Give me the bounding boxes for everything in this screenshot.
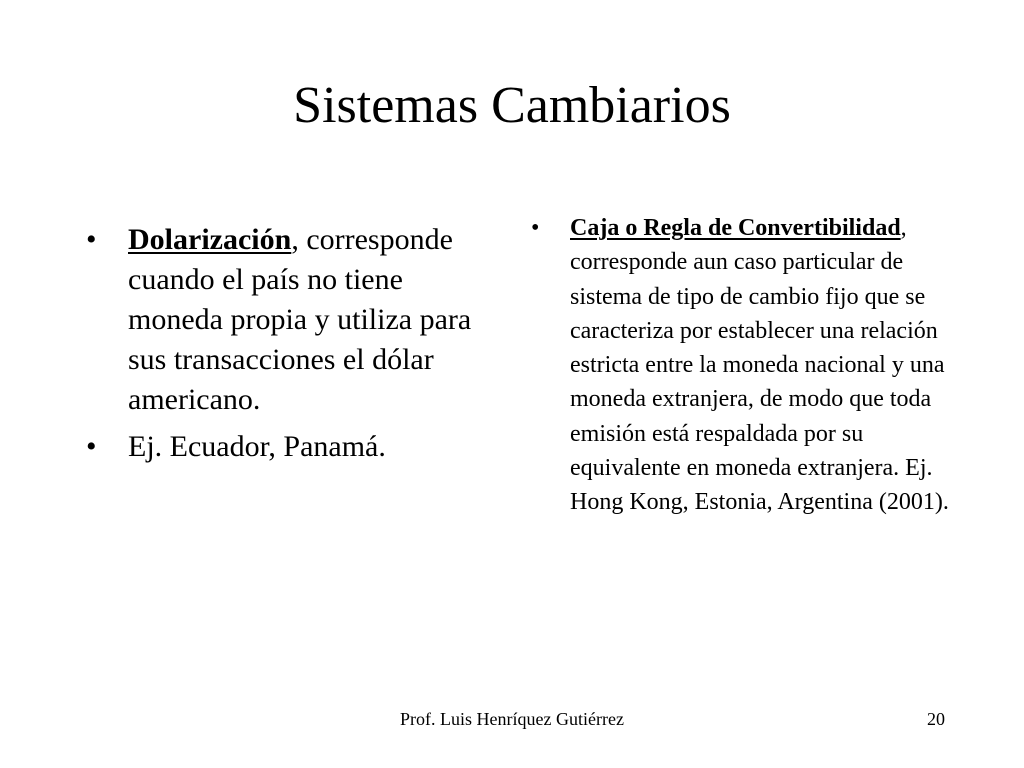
right-bullet-list xyxy=(523,211,953,520)
bullet-term: Dolarización xyxy=(128,223,292,256)
bullet-item-example xyxy=(80,427,480,467)
bullet-icon: • xyxy=(531,215,540,241)
slide-title: Sistemas Cambiarios xyxy=(293,77,731,134)
bullet-text: Ej. Ecuador, Panamá. xyxy=(128,430,386,463)
footer-page-number: 20 xyxy=(927,709,945,729)
bullet-icon: • xyxy=(86,223,97,256)
bullet-icon: • xyxy=(86,430,97,463)
left-bullet-list xyxy=(80,220,480,467)
bullet-text: , corresponde cuando el país no tiene moneda propia y utiliza para sus transacciones el dólar americano. xyxy=(128,223,472,416)
bullet-text: , corresponde aun caso particular de sistema de tipo de cambio fijo que se caracteriza por establecer una relación estricta entre la moneda nacional y una moneda extranjera, de modo que toda emisión está respaldada por su equivalente en moneda extranjera. Ej. Hong Kong, Estonia, Argentina (2001). xyxy=(570,215,949,516)
bullet-term: Caja o Regla de Convertibilidad xyxy=(570,215,901,241)
bullet-item-dolarizacion xyxy=(80,220,480,420)
bullet-item-caja-convertibilidad xyxy=(523,211,953,520)
footer-author: Prof. Luis Henríquez Gutiérrez xyxy=(400,709,624,729)
